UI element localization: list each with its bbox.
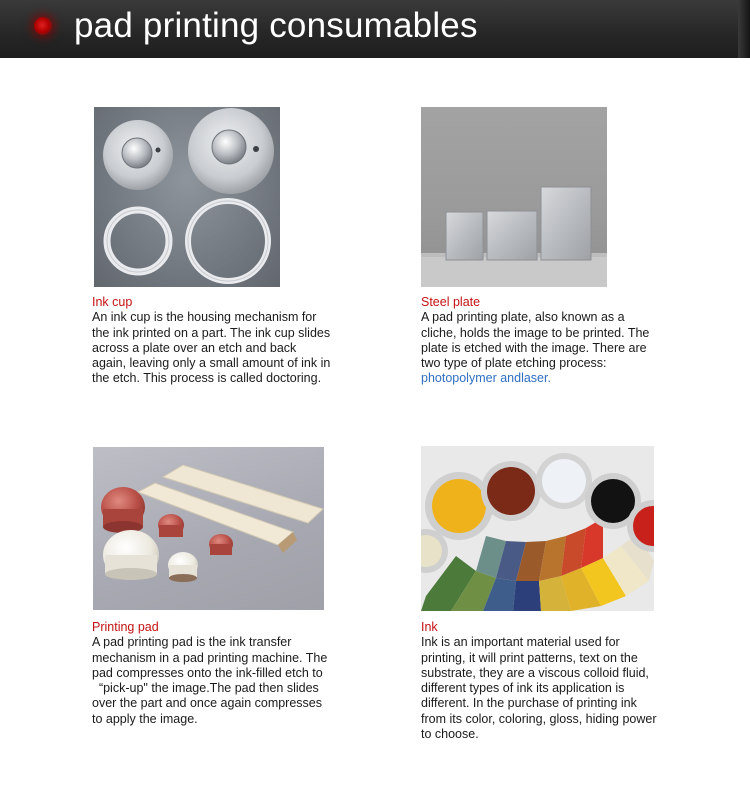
ink-cup-caption <box>92 295 332 387</box>
ink-photo <box>421 446 654 611</box>
steel-plate-photo <box>421 107 607 287</box>
printing-pad-caption <box>92 620 332 727</box>
ink-cup-photo <box>94 107 280 287</box>
steel-plate-text: A pad printing plate, also known as a cliche, holds the image to be printed. The plate is etched with the image. There are two type of plate etching process: <box>421 310 650 371</box>
printing-pad-description: A pad printing pad is the ink transfer mechanism in a pad printing machine. The pad compresses onto the ink-filled etch to “pick-up" the image.The pad then slides over the part and once again compresses to apply the image. <box>92 635 328 726</box>
steel-plate-caption <box>421 295 661 387</box>
ink-cup-heading: Ink cup <box>92 295 133 309</box>
printing-pad-photo <box>93 447 324 610</box>
ink-description: Ink is an important material used for printing, it will print patterns, text on the substrate, they are a viscous colloid fluid, different types of ink its application is different. In the purchase of printing ink from its color, coloring, gloss, hiding power to choose. <box>421 635 657 742</box>
ink-heading: Ink <box>421 620 438 634</box>
etching-process-link[interactable]: photopolymer andlaser. <box>421 371 551 386</box>
page-title: pad printing consumables <box>74 6 478 45</box>
red-dot-icon <box>34 17 52 35</box>
printing-pad-heading: Printing pad <box>92 620 159 634</box>
ink-caption <box>421 620 661 742</box>
ink-cup-description: An ink cup is the housing mechanism for the ink printed on a part. The ink cup slides across a plate over an etch and back again, leaving only a small amount of ink in the etch. This process is called doctoring. <box>92 310 331 386</box>
steel-plate-heading: Steel plate <box>421 295 481 309</box>
header-edge <box>738 0 750 58</box>
steel-plate-description <box>421 310 661 386</box>
header-bar <box>0 0 750 58</box>
